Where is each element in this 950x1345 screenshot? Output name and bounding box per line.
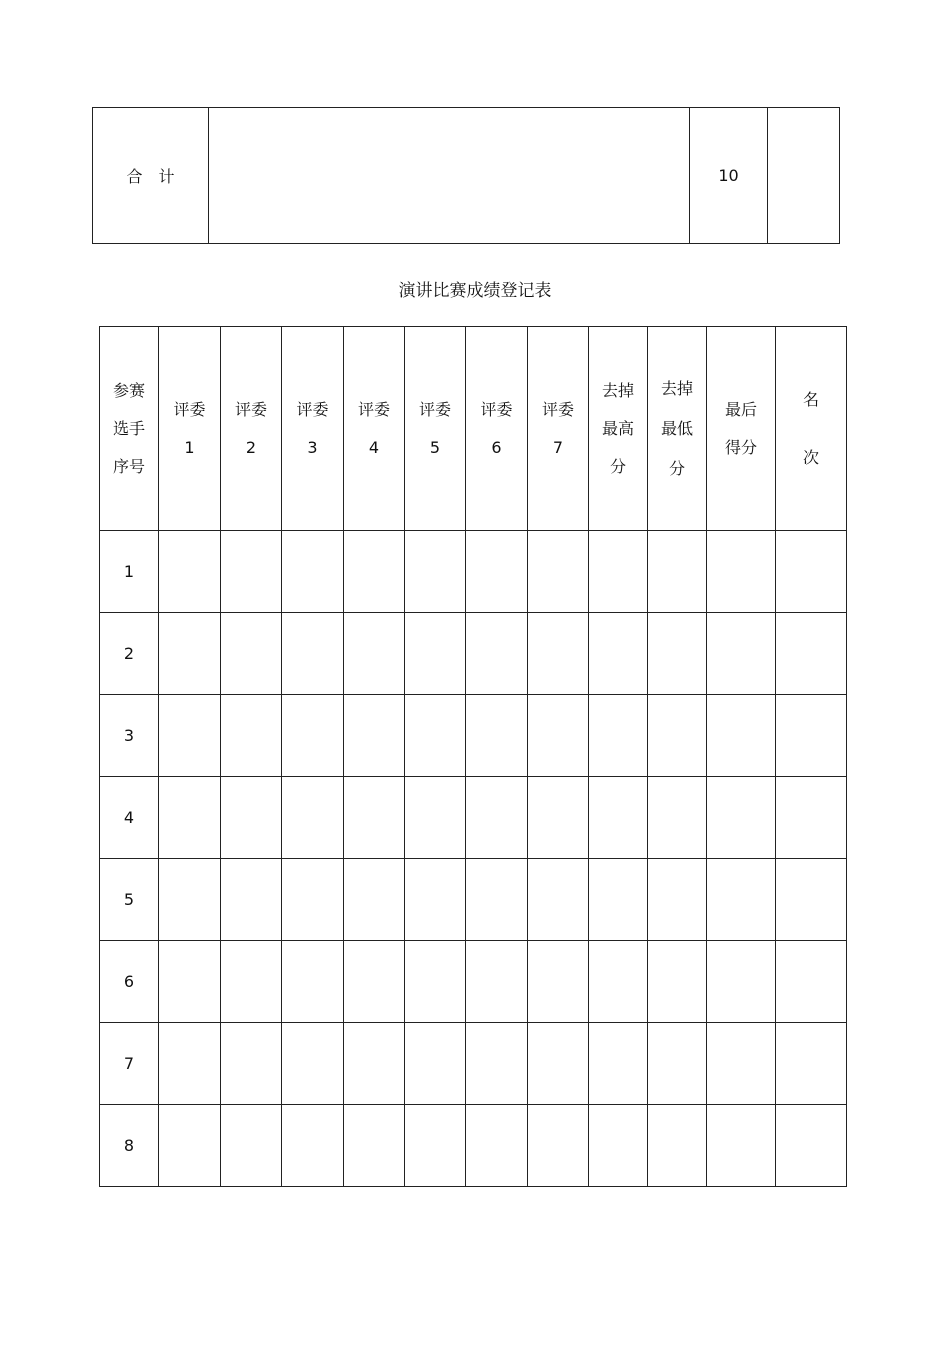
- score-cell: [466, 941, 528, 1023]
- header-rank: 名 次: [776, 327, 847, 531]
- score-cell: [776, 777, 847, 859]
- contestant-number-cell: 5: [100, 859, 159, 941]
- contestant-number-cell: 3: [100, 695, 159, 777]
- score-cell: [707, 695, 776, 777]
- score-cell: [159, 1105, 221, 1187]
- score-cell: [707, 531, 776, 613]
- score-cell: [648, 613, 707, 695]
- score-cell: [282, 695, 344, 777]
- summary-value: 10: [690, 108, 768, 244]
- contestant-number-cell: 2: [100, 613, 159, 695]
- score-cell: [405, 941, 466, 1023]
- score-cell: [282, 531, 344, 613]
- summary-label: 合 计: [93, 108, 209, 244]
- score-cell: [159, 613, 221, 695]
- score-cell: [776, 1023, 847, 1105]
- score-cell: [221, 531, 282, 613]
- score-cell: [466, 695, 528, 777]
- table-title: 演讲比赛成绩登记表: [398, 281, 552, 301]
- score-cell: [159, 777, 221, 859]
- header-judge-6: 评委 6: [466, 327, 528, 531]
- score-cell: [707, 613, 776, 695]
- score-cell: [776, 531, 847, 613]
- table-row: [100, 777, 847, 859]
- score-cell: [589, 695, 648, 777]
- score-cell: [776, 613, 847, 695]
- header-drop-highest: 去掉 最高 分: [589, 327, 648, 531]
- score-cell: [466, 1105, 528, 1187]
- score-cell: [344, 613, 405, 695]
- score-cell: [344, 695, 405, 777]
- score-cell: [528, 859, 589, 941]
- score-cell: [648, 531, 707, 613]
- score-cell: [528, 777, 589, 859]
- contestant-number-cell: 7: [100, 1023, 159, 1105]
- score-cell: [466, 531, 528, 613]
- score-cell: [589, 531, 648, 613]
- score-cell: [159, 531, 221, 613]
- header-row: [100, 327, 847, 531]
- table-row: [100, 613, 847, 695]
- score-cell: [344, 941, 405, 1023]
- header-final-score: 最后 得分: [707, 327, 776, 531]
- header-judge-4: 评委 4: [344, 327, 405, 531]
- score-cell: [405, 777, 466, 859]
- summary-row: [93, 108, 840, 244]
- score-cell: [466, 1023, 528, 1105]
- score-table: [99, 326, 847, 1187]
- score-cell: [528, 613, 589, 695]
- score-cell: [282, 1023, 344, 1105]
- table-row: [100, 1023, 847, 1105]
- score-cell: [282, 941, 344, 1023]
- score-cell: [648, 695, 707, 777]
- table-row: [100, 941, 847, 1023]
- score-cell: [589, 941, 648, 1023]
- score-cell: [221, 777, 282, 859]
- score-cell: [648, 941, 707, 1023]
- header-judge-1: 评委 1: [159, 327, 221, 531]
- score-cell: [405, 613, 466, 695]
- score-cell: [466, 777, 528, 859]
- score-cell: [221, 1105, 282, 1187]
- score-cell: [589, 1023, 648, 1105]
- score-cell: [405, 859, 466, 941]
- contestant-number-cell: 6: [100, 941, 159, 1023]
- table-row: [100, 531, 847, 613]
- score-cell: [159, 941, 221, 1023]
- score-cell: [221, 859, 282, 941]
- header-contestant-number: 参赛 选手 序号: [100, 327, 159, 531]
- contestant-number-cell: 4: [100, 777, 159, 859]
- score-cell: [405, 695, 466, 777]
- summary-empty-cell: [768, 108, 840, 244]
- score-cell: [221, 613, 282, 695]
- score-cell: [528, 695, 589, 777]
- score-cell: [344, 1023, 405, 1105]
- score-cell: [776, 941, 847, 1023]
- score-cell: [344, 859, 405, 941]
- score-cell: [776, 695, 847, 777]
- score-cell: [344, 531, 405, 613]
- score-cell: [159, 859, 221, 941]
- score-cell: [589, 1105, 648, 1187]
- header-judge-7: 评委 7: [528, 327, 589, 531]
- score-cell: [282, 613, 344, 695]
- score-cell: [707, 1023, 776, 1105]
- score-cell: [221, 941, 282, 1023]
- score-cell: [221, 1023, 282, 1105]
- score-cell: [282, 777, 344, 859]
- header-judge-3: 评委 3: [282, 327, 344, 531]
- score-cell: [344, 777, 405, 859]
- score-cell: [221, 695, 282, 777]
- contestant-number-cell: 8: [100, 1105, 159, 1187]
- score-cell: [707, 859, 776, 941]
- score-cell: [776, 859, 847, 941]
- score-cell: [589, 777, 648, 859]
- score-cell: [648, 859, 707, 941]
- score-cell: [528, 941, 589, 1023]
- score-cell: [405, 1023, 466, 1105]
- score-cell: [159, 1023, 221, 1105]
- score-cell: [648, 1105, 707, 1187]
- score-cell: [528, 1105, 589, 1187]
- header-drop-lowest: 去掉 最低 分: [648, 327, 707, 531]
- score-cell: [528, 531, 589, 613]
- summary-content-cell: [209, 108, 690, 244]
- header-judge-2: 评委 2: [221, 327, 282, 531]
- table-row: [100, 695, 847, 777]
- score-cell: [707, 1105, 776, 1187]
- header-judge-5: 评委 5: [405, 327, 466, 531]
- score-cell: [466, 613, 528, 695]
- score-cell: [589, 613, 648, 695]
- score-cell: [282, 859, 344, 941]
- contestant-number-cell: 1: [100, 531, 159, 613]
- score-cell: [344, 1105, 405, 1187]
- score-cell: [159, 695, 221, 777]
- score-cell: [648, 1023, 707, 1105]
- score-cell: [776, 1105, 847, 1187]
- table-row: [100, 1105, 847, 1187]
- score-cell: [707, 777, 776, 859]
- score-cell: [648, 777, 707, 859]
- score-cell: [466, 859, 528, 941]
- score-cell: [405, 531, 466, 613]
- score-cell: [589, 859, 648, 941]
- score-cell: [707, 941, 776, 1023]
- score-cell: [528, 1023, 589, 1105]
- score-cell: [282, 1105, 344, 1187]
- summary-table: [92, 107, 840, 244]
- table-row: [100, 859, 847, 941]
- score-cell: [405, 1105, 466, 1187]
